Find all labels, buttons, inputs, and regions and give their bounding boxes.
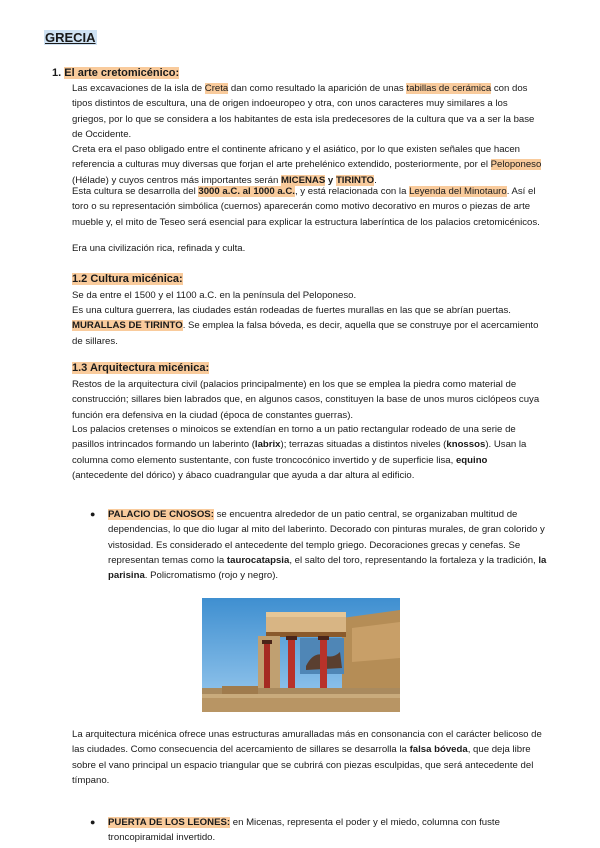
bullet-dot: ● [90,509,96,519]
section-1-2-paragraph-2: Es una cultura guerrera, las ciudades están rodeadas de fuertes murallas en las que se abrían puertas. MURALLAS DE TIRINTO. Se emplea la falsa bóveda, es decir, aquella que se construye por el acercamiento de sillares. [72,305,539,347]
section-1-heading [52,66,179,80]
highlight-peloponeso: Peloponeso [490,159,542,171]
section-1-2-heading: 1.2 Cultura micénica: [72,273,183,285]
highlight-tabillas: tabillas de cerámica [406,83,492,94]
bullet-puerta-text: PUERTA DE LOS LEONES: en Micenas, representa el poder y el miedo, columna con fuste troncopiramidal invertido. [108,817,500,844]
section-1-3-heading: 1.3 Arquitectura micénica: [72,362,210,374]
highlight-micenas: MICENAS [281,174,326,186]
section-1-paragraph-2: Creta era el paso obligado entre el continente africano y el asiático, por lo que existen señales que hacen referencia a culturas muy diversas que forjan el arte prehelénico extendido, posteriormente, por el Peloponeso (Hélade) y cuyos centros más importantes serán MICENAS y TIRINTO. [72,144,542,186]
highlight-dates: 3000 a.C. al 1000 a.C. [198,186,295,197]
highlight-creta: Creta [204,83,229,94]
section-1-3-paragraph-3: La arquitectura micénica ofrece unas estructuras amuralladas más en consonancia con el carácter belicoso de las ciudades. Como consecuencia del acercamiento de sillares se desarrolla la falsa bóveda, que deja libre sobre el vano principal un espacio triangular que se cubrirá con piezas esculpidas, que será antecedente del tímpano. [72,729,542,786]
bullet-palacio-text: PALACIO DE CNOSOS: se encuentra alrededor de un patio central, se organizaban multitud de dependencias, lo que dio lugar al mito del laberinto. Decorado con pinturas murales, de gran colorido y vistosidad. Es considerado el antecedente del templo griego. Decoraciones grecas y cenefas. Se representan temas como la taurocatapsia, el salto del toro, representando la fortaleza y la tradición, la parisina. Policromatismo (rojo y negro). [108,509,547,582]
section-1-paragraph-4: Era una civilización rica, refinada y culta. [72,243,246,254]
highlight-palacio-cnosos: PALACIO DE CNOSOS: [108,509,214,520]
section-1-3-paragraph-1: Restos de la arquitectura civil (palacios principalmente) en los que se emplea la piedra como material de construcción; sillares bien labrados que, en algunos casos, constituyen la base de unos muros ciclópeos cuya función era defensiva en la ciudad (época de constantes guerras). [72,379,540,421]
section-1-2-paragraph-1: Se da entre el 1500 y el 1100 a.C. en la península del Peloponeso. [72,290,357,301]
highlight-murallas: MURALLAS DE TIRINTO [72,320,183,332]
highlight-puerta-leones: PUERTA DE LOS LEONES: [108,817,231,828]
palacio-cnosos-photo [202,598,400,712]
section-1-3-paragraph-2: Los palacios cretenses o minoicos se extendían en torno a un patio rectangular rodeado de una serie de pasillos intrincados formando un laberinto (labrix); terrazas situadas a distintos niveles (knossos). Usan la columna como elemento sustentante, con fuste troncocónico invertido y de superficie lisa, equino (antecedente del dórico) y ábaco cuadrangular que ayuda a dar altura al edificio. [72,424,527,481]
section-1-number: 1. [52,67,62,79]
section-1-heading-text: El arte cretomicénico: [64,67,180,79]
highlight-tirinto: TIRINTO [335,174,375,186]
document-title: GRECIA [45,30,96,45]
section-1-paragraph-1: Las excavaciones de la isla de Creta dan como resultado la aparición de unas tabillas de cerámica con dos tipos distintos de escultura, una de origen indoeuropeo y otra, con unos caracteres muy similares a los griegos, por lo que se considera a los habitantes de esta isla predecesores de la cultura que va a ser la base de Occidente. [72,83,535,140]
highlight-minotauro: Leyenda del Minotauro [409,186,507,197]
section-1-paragraph-3: Esta cultura se desarrolla del 3000 a.C. al 1000 a.C., y está relacionada con la Leyenda del Minotauro. Así el toro o su representación simbólica (cuernos) aparecerán como motivo decorativo en muros o piezas de arte mueble y, el mito de Teseo será esencial para explicar la estructura laberíntica de los palacios cretomicénicos. [72,186,540,228]
bullet-dot: ● [90,817,96,827]
